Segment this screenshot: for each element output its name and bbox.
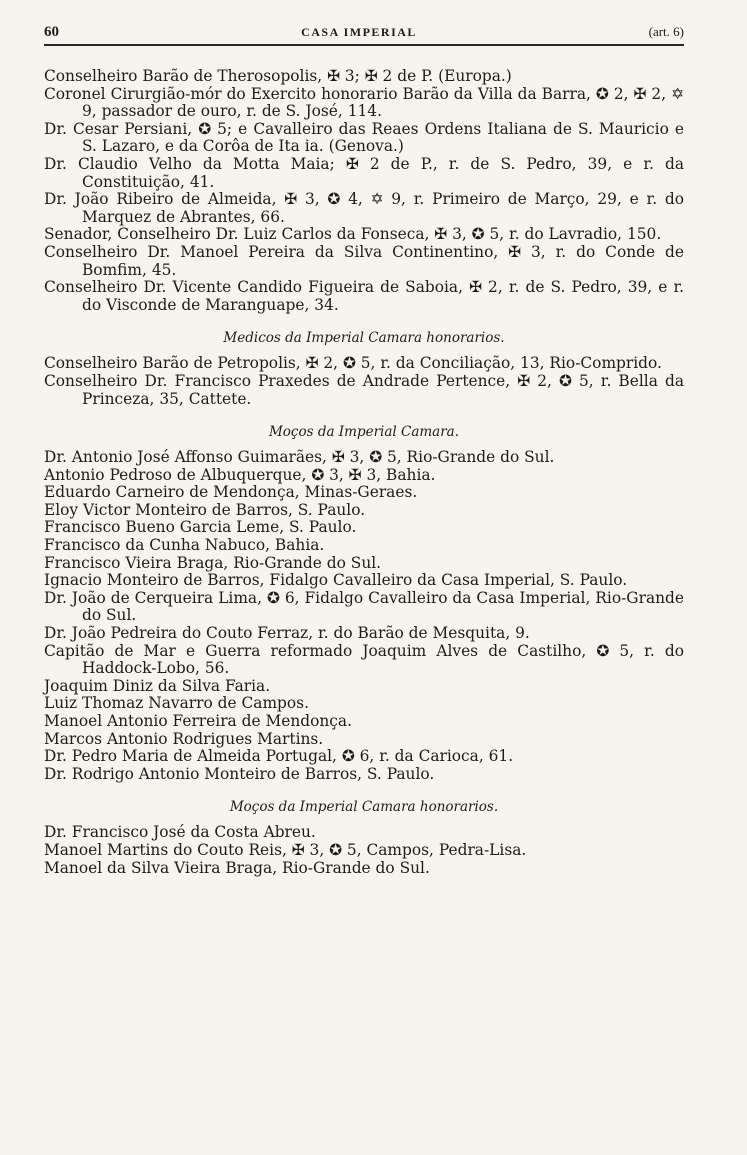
list-item: Dr. João de Cerqueira Lima, ✪ 6, Fidalgo Cavalleiro da Casa Imperial, Rio-Grande do Sul. — [44, 588, 684, 625]
list-item: Manoel da Silva Vieira Braga, Rio-Grande do Sul. — [44, 858, 430, 877]
page-number: 60 — [44, 24, 59, 40]
section-mocos-honorarios — [44, 824, 684, 877]
page-header — [44, 24, 684, 46]
section-medicos-honorarios — [44, 355, 684, 408]
list-item: Luiz Thomaz Navarro de Campos. — [44, 694, 309, 713]
list-item: Dr. Antonio José Affonso Guimarães, ✠ 3, ✪ 5, Rio-Grande do Sul. — [44, 448, 555, 467]
list-item: Coronel Cirurgião-mór do Exercito honorario Barão da Villa da Barra, ✪ 2, ✠ 2, ✡ 9, passador de ouro, r. de S. José, 114. — [44, 84, 684, 121]
list-item: Dr. Rodrigo Antonio Monteiro de Barros, S. Paulo. — [44, 764, 435, 783]
list-item: Manoel Antonio Ferreira de Mendonça. — [44, 712, 352, 730]
list-item: Conselheiro Barão de Therosopolis, ✠ 3; ✠ 2 de P. (Europa.) — [44, 67, 512, 85]
book-page — [44, 24, 684, 877]
page-body — [44, 68, 684, 877]
running-title: CASA IMPERIAL — [301, 25, 417, 39]
list-item: Francisco Bueno Garcia Leme, S. Paulo. — [44, 518, 357, 537]
list-item: Conselheiro Barão de Petropolis, ✠ 2, ✪ 5, r. da Conciliação, 13, Rio-Comprido. — [44, 354, 662, 373]
list-item: Francisco da Cunha Nabuco, Bahia. — [44, 536, 325, 555]
list-item: Conselheiro Dr. Francisco Praxedes de Andrade Pertence, ✠ 2, ✪ 5, r. Bella da Princeza, 35, Cattete. — [44, 371, 684, 408]
list-item: Manoel Martins do Couto Reis, ✠ 3, ✪ 5, Campos, Pedra-Lisa. — [44, 840, 527, 859]
article-reference: (art. 6) — [648, 24, 684, 39]
section-heading: Moços da Imperial Camara honorarios. — [229, 799, 499, 816]
section-heading: Moços da Imperial Camara. — [268, 424, 460, 441]
list-item: Eloy Victor Monteiro de Barros, S. Paulo. — [44, 500, 366, 519]
list-item: Dr. Claudio Velho da Motta Maia; ✠ 2 de P., r. de S. Pedro, 39, e r. da Constituição, 41. — [44, 154, 684, 191]
list-item: Marcos Antonio Rodrigues Martins. — [44, 729, 324, 748]
list-item: Dr. Pedro Maria de Almeida Portugal, ✪ 6, r. da Carioca, 61. — [44, 747, 514, 766]
list-item: Capitão de Mar e Guerra reformado Joaquim Alves de Castilho, ✪ 5, r. do Haddock-Lobo, 56. — [44, 641, 684, 678]
section-medicos — [44, 68, 684, 314]
list-item: Conselheiro Dr. Manoel Pereira da Silva Continentino, ✠ 3, r. do Conde de Bomfim, 45. — [44, 242, 684, 279]
list-item: Eduardo Carneiro de Mendonça, Minas-Geraes. — [44, 483, 418, 502]
list-item: Ignacio Monteiro de Barros, Fidalgo Cavalleiro da Casa Imperial, S. Paulo. — [44, 571, 628, 590]
list-item: Joaquim Diniz da Silva Faria. — [44, 676, 271, 695]
list-item: Conselheiro Dr. Vicente Candido Figueira de Saboia, ✠ 2, r. de S. Pedro, 39, e r. do Visconde de Maranguape, 34. — [44, 278, 684, 314]
list-item: Dr. Cesar Persiani, ✪ 5; e Cavalleiro das Reaes Ordens Italiana de S. Mauricio e S. Lazaro, e da Corôa de Ita ia. (Genova.) — [44, 119, 684, 156]
list-item: Senador, Conselheiro Dr. Luiz Carlos da Fonseca, ✠ 3, ✪ 5, r. do Lavradio, 150. — [44, 225, 662, 244]
list-item: Dr. João Ribeiro de Almeida, ✠ 3, ✪ 4, ✡ 9, r. Primeiro de Março, 29, e r. do Marquez de Abrantes, 66. — [44, 190, 684, 226]
section-mocos — [44, 449, 684, 783]
list-item: Francisco Vieira Braga, Rio-Grande do Sul. — [44, 553, 382, 572]
list-item: Dr. Francisco José da Costa Abreu. — [44, 823, 316, 842]
list-item: Antonio Pedroso de Albuquerque, ✪ 3, ✠ 3, Bahia. — [44, 465, 436, 484]
list-item: Dr. João Pedreira do Couto Ferraz, r. do Barão de Mesquita, 9. — [44, 624, 530, 643]
section-heading: Medicos da Imperial Camara honorarios. — [223, 330, 505, 347]
